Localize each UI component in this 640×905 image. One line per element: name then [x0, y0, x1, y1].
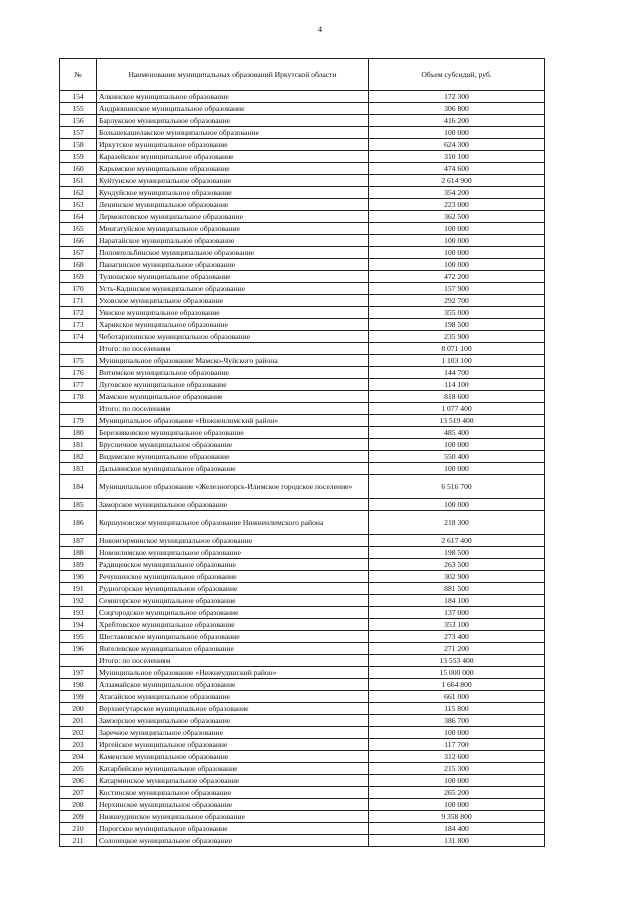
row-municipality-name: Замзорское муниципальное образование [97, 715, 369, 727]
row-municipality-name: Соцгородское муниципальное образование [97, 607, 369, 619]
row-municipality-name: Костинское муниципальное образование [97, 787, 369, 799]
row-subsidy-amount: 100 000 [369, 499, 545, 511]
row-subsidy-amount: 100 000 [369, 463, 545, 475]
row-number: 188 [60, 547, 97, 559]
table-row [60, 451, 545, 463]
row-municipality-name: Муниципальное образование Мамско-Чуйского района [97, 355, 369, 367]
header-subsidy-amount: Объем субсидий, руб. [369, 59, 545, 91]
row-number: 176 [60, 367, 97, 379]
row-number: 163 [60, 199, 97, 211]
row-subsidy-amount: 100 000 [369, 439, 545, 451]
row-subsidy-amount: 2 614 900 [369, 175, 545, 187]
row-municipality-name: Муниципальное образование «Нижнеудинский район» [97, 667, 369, 679]
row-municipality-name: Луговское муниципальное образование [97, 379, 369, 391]
table-row [60, 739, 545, 751]
row-number: 159 [60, 151, 97, 163]
row-municipality-name: Андрюшинское муниципальное образование [97, 103, 369, 115]
row-municipality-name: Карымское муниципальное образование [97, 163, 369, 175]
table-row [60, 427, 545, 439]
row-subsidy-amount: 13 519 400 [369, 415, 545, 427]
row-municipality-name: Нерхинское муниципальное образование [97, 799, 369, 811]
table-row [60, 655, 545, 667]
table-row [60, 355, 545, 367]
table-row [60, 103, 545, 115]
row-subsidy-amount: 265 200 [369, 787, 545, 799]
table-row [60, 211, 545, 223]
row-number: 190 [60, 571, 97, 583]
table-row [60, 475, 545, 499]
row-municipality-name: Хребтовское муниципальное образование [97, 619, 369, 631]
row-subsidy-amount: 115 800 [369, 703, 545, 715]
table-row [60, 247, 545, 259]
table-row [60, 367, 545, 379]
table-row [60, 139, 545, 151]
row-municipality-name: Итого: по поселениям [97, 655, 369, 667]
row-municipality-name: Муниципальное образование «Железногорск-Илимское городское поселение» [97, 475, 369, 499]
table-row [60, 271, 545, 283]
table-header-row [60, 59, 545, 91]
row-subsidy-amount: 2 617 400 [369, 535, 545, 547]
table-row [60, 667, 545, 679]
row-municipality-name: Каразейское муниципальное образование [97, 151, 369, 163]
table-row [60, 835, 545, 847]
row-subsidy-amount: 100 000 [369, 247, 545, 259]
table-row [60, 259, 545, 271]
table-row [60, 331, 545, 343]
row-municipality-name: Витимское муниципальное образование [97, 367, 369, 379]
row-municipality-name: Усть-Кадинское муниципальное образование [97, 283, 369, 295]
row-number: 199 [60, 691, 97, 703]
row-municipality-name: Радищевское муниципальное образование [97, 559, 369, 571]
row-municipality-name: Рудногорское муниципальное образование [97, 583, 369, 595]
row-municipality-name: Катарбейское муниципальное образование [97, 763, 369, 775]
table-row [60, 511, 545, 535]
row-number: 200 [60, 703, 97, 715]
table-row [60, 403, 545, 415]
row-subsidy-amount: 131 800 [369, 835, 545, 847]
row-subsidy-amount: 1 077 400 [369, 403, 545, 415]
table-row [60, 679, 545, 691]
row-municipality-name: Брусничное муниципальное образование [97, 439, 369, 451]
row-number: 196 [60, 643, 97, 655]
table-row [60, 727, 545, 739]
row-municipality-name: Харикское муниципальное образование [97, 319, 369, 331]
row-number: 198 [60, 679, 97, 691]
row-number: 208 [60, 799, 97, 811]
table-row [60, 463, 545, 475]
row-municipality-name: Верхнегутарское муниципальное образование [97, 703, 369, 715]
row-municipality-name: Лермонтовское муниципальное образование [97, 211, 369, 223]
row-municipality-name: Речушинское муниципальное образование [97, 571, 369, 583]
row-number: 194 [60, 619, 97, 631]
row-subsidy-amount: 310 100 [369, 151, 545, 163]
table-row [60, 619, 545, 631]
row-municipality-name: Новоилимское муниципальное образование [97, 547, 369, 559]
table-body [60, 91, 545, 847]
row-number: 174 [60, 331, 97, 343]
row-number: 156 [60, 115, 97, 127]
row-municipality-name: Атагайское муниципальное образование [97, 691, 369, 703]
table-row [60, 439, 545, 451]
row-subsidy-amount: 114 100 [369, 379, 545, 391]
row-subsidy-amount: 157 900 [369, 283, 545, 295]
row-number: 173 [60, 319, 97, 331]
row-number: 204 [60, 751, 97, 763]
row-subsidy-amount: 184 100 [369, 595, 545, 607]
row-subsidy-amount: 215 300 [369, 763, 545, 775]
row-municipality-name: Дальнинское муниципальное образование [97, 463, 369, 475]
table-row [60, 187, 545, 199]
row-municipality-name: Семигорское муниципальное образование [97, 595, 369, 607]
row-municipality-name: Итого: по поселениям [97, 343, 369, 355]
row-subsidy-amount: 1 103 100 [369, 355, 545, 367]
row-number: 187 [60, 535, 97, 547]
row-number: 191 [60, 583, 97, 595]
row-number: 202 [60, 727, 97, 739]
row-number: 209 [60, 811, 97, 823]
row-municipality-name: Итого: по поселениям [97, 403, 369, 415]
table-row [60, 415, 545, 427]
row-subsidy-amount: 661 000 [369, 691, 545, 703]
row-subsidy-amount: 306 800 [369, 103, 545, 115]
row-number: 184 [60, 475, 97, 499]
row-number: 172 [60, 307, 97, 319]
row-municipality-name: Тулюшское муниципальное образование [97, 271, 369, 283]
table-row [60, 823, 545, 835]
table-row [60, 391, 545, 403]
row-municipality-name: Солонецкое муниципальное образование [97, 835, 369, 847]
row-municipality-name: Заморское муниципальное образование [97, 499, 369, 511]
table-row [60, 691, 545, 703]
row-municipality-name: Коршуновское муниципальное образование Нижнеилимского района [97, 511, 369, 535]
row-number: 160 [60, 163, 97, 175]
row-subsidy-amount: 273 400 [369, 631, 545, 643]
row-number: 178 [60, 391, 97, 403]
row-municipality-name: Иргейское муниципальное образование [97, 739, 369, 751]
table-row [60, 127, 545, 139]
header-municipality-name: Наименование муниципальных образований Иркутской области [97, 59, 369, 91]
row-municipality-name: Большекашелакское муниципальное образование [97, 127, 369, 139]
table-row [60, 763, 545, 775]
table-row [60, 91, 545, 103]
row-number: 180 [60, 427, 97, 439]
row-subsidy-amount: 263 500 [369, 559, 545, 571]
row-municipality-name: Березняковское муниципальное образование [97, 427, 369, 439]
row-number: 175 [60, 355, 97, 367]
row-number: 183 [60, 463, 97, 475]
table-row [60, 703, 545, 715]
row-municipality-name: Нижнеудинское муниципальное образование [97, 811, 369, 823]
row-subsidy-amount: 13 553 400 [369, 655, 545, 667]
row-subsidy-amount: 292 700 [369, 295, 545, 307]
row-number: 177 [60, 379, 97, 391]
table-row [60, 715, 545, 727]
row-number: 158 [60, 139, 97, 151]
row-number: 167 [60, 247, 97, 259]
row-municipality-name: Поповтельбинское муниципальное образование [97, 247, 369, 259]
row-subsidy-amount: 15 000 000 [369, 667, 545, 679]
row-subsidy-amount: 198 500 [369, 319, 545, 331]
row-subsidy-amount: 354 200 [369, 187, 545, 199]
row-number: 168 [60, 259, 97, 271]
row-subsidy-amount: 223 000 [369, 199, 545, 211]
row-number: 161 [60, 175, 97, 187]
row-municipality-name: Барлукское муниципальное образование [97, 115, 369, 127]
row-municipality-name: Янгелевское муниципальное образование [97, 643, 369, 655]
row-subsidy-amount: 1 664 800 [369, 679, 545, 691]
table-row [60, 295, 545, 307]
row-subsidy-amount: 474 600 [369, 163, 545, 175]
row-subsidy-amount: 818 600 [369, 391, 545, 403]
table-row [60, 235, 545, 247]
row-municipality-name: Порогское муниципальное образование [97, 823, 369, 835]
row-number: 186 [60, 511, 97, 535]
row-municipality-name: Заречное муниципальное образование [97, 727, 369, 739]
row-number: 210 [60, 823, 97, 835]
row-subsidy-amount: 624 300 [369, 139, 545, 151]
row-subsidy-amount: 881 500 [369, 583, 545, 595]
row-subsidy-amount: 100 000 [369, 259, 545, 271]
row-number: 157 [60, 127, 97, 139]
row-subsidy-amount: 117 700 [369, 739, 545, 751]
row-number: 201 [60, 715, 97, 727]
table-row [60, 571, 545, 583]
row-subsidy-amount: 100 000 [369, 223, 545, 235]
row-subsidy-amount: 137 000 [369, 607, 545, 619]
row-subsidy-amount: 302 900 [369, 571, 545, 583]
table-row [60, 343, 545, 355]
row-number [60, 655, 97, 667]
table-row [60, 199, 545, 211]
row-subsidy-amount: 550 400 [369, 451, 545, 463]
row-number: 211 [60, 835, 97, 847]
row-number: 189 [60, 559, 97, 571]
row-municipality-name: Уянское муниципальное образование [97, 307, 369, 319]
table-row [60, 775, 545, 787]
table-row [60, 811, 545, 823]
row-number: 181 [60, 439, 97, 451]
row-subsidy-amount: 386 700 [369, 715, 545, 727]
row-number: 197 [60, 667, 97, 679]
row-number: 166 [60, 235, 97, 247]
row-municipality-name: Уховское муниципальное образование [97, 295, 369, 307]
row-number: 169 [60, 271, 97, 283]
row-number: 162 [60, 187, 97, 199]
table-row [60, 751, 545, 763]
row-subsidy-amount: 472 200 [369, 271, 545, 283]
table-row [60, 175, 545, 187]
table-row [60, 151, 545, 163]
row-subsidy-amount: 271 200 [369, 643, 545, 655]
table-row [60, 607, 545, 619]
table-row [60, 643, 545, 655]
page-number: 4 [318, 25, 322, 34]
header-number: № [60, 59, 97, 91]
table-row [60, 631, 545, 643]
row-subsidy-amount: 416 200 [369, 115, 545, 127]
table-row [60, 307, 545, 319]
row-subsidy-amount: 172 300 [369, 91, 545, 103]
row-number [60, 403, 97, 415]
row-subsidy-amount: 100 000 [369, 775, 545, 787]
row-number: 206 [60, 775, 97, 787]
row-subsidy-amount: 100 000 [369, 127, 545, 139]
row-number: 170 [60, 283, 97, 295]
table-row [60, 319, 545, 331]
table-row [60, 787, 545, 799]
row-municipality-name: Иркутское муниципальное образование [97, 139, 369, 151]
table-row [60, 283, 545, 295]
row-municipality-name: Видимское муниципальное образование [97, 451, 369, 463]
row-municipality-name: Шестаковское муниципальное образование [97, 631, 369, 643]
row-subsidy-amount: 362 500 [369, 211, 545, 223]
table-row [60, 499, 545, 511]
row-subsidy-amount: 218 300 [369, 511, 545, 535]
row-number: 203 [60, 739, 97, 751]
row-municipality-name: Чеботарихинское муниципальное образование [97, 331, 369, 343]
row-subsidy-amount: 198 500 [369, 547, 545, 559]
row-number: 185 [60, 499, 97, 511]
row-subsidy-amount: 355 000 [369, 307, 545, 319]
row-subsidy-amount: 184 400 [369, 823, 545, 835]
row-number: 164 [60, 211, 97, 223]
row-municipality-name: Мингатуйское муниципальное образование [97, 223, 369, 235]
row-number [60, 343, 97, 355]
row-number: 193 [60, 607, 97, 619]
row-number: 165 [60, 223, 97, 235]
row-municipality-name: Наратайское муниципальное образование [97, 235, 369, 247]
row-subsidy-amount: 485 400 [369, 427, 545, 439]
row-subsidy-amount: 100 000 [369, 235, 545, 247]
table-row [60, 559, 545, 571]
row-municipality-name: Новоигирминское муниципальное образование [97, 535, 369, 547]
row-subsidy-amount: 8 071 100 [369, 343, 545, 355]
row-municipality-name: Панагинское муниципальное образование [97, 259, 369, 271]
row-subsidy-amount: 235 900 [369, 331, 545, 343]
row-municipality-name: Катарминское муниципальное образование [97, 775, 369, 787]
row-municipality-name: Каменское муниципальное образование [97, 751, 369, 763]
row-municipality-name: Алзамайское муниципальное образование [97, 679, 369, 691]
table-row [60, 535, 545, 547]
row-municipality-name: Мамское муниципальное образование [97, 391, 369, 403]
row-number: 155 [60, 103, 97, 115]
table-row [60, 547, 545, 559]
row-subsidy-amount: 312 600 [369, 751, 545, 763]
subsidies-table [59, 58, 545, 847]
row-subsidy-amount: 100 000 [369, 727, 545, 739]
table-row [60, 799, 545, 811]
table-row [60, 115, 545, 127]
table-row [60, 223, 545, 235]
row-number: 207 [60, 787, 97, 799]
row-number: 154 [60, 91, 97, 103]
row-number: 205 [60, 763, 97, 775]
row-subsidy-amount: 353 100 [369, 619, 545, 631]
row-municipality-name: Ленинское муниципальное образование [97, 199, 369, 211]
row-subsidy-amount: 6 516 700 [369, 475, 545, 499]
row-municipality-name: Алкинское муниципальное образование [97, 91, 369, 103]
row-subsidy-amount: 144 700 [369, 367, 545, 379]
table-row [60, 379, 545, 391]
row-number: 171 [60, 295, 97, 307]
row-number: 192 [60, 595, 97, 607]
row-subsidy-amount: 9 358 800 [369, 811, 545, 823]
row-municipality-name: Кундуйское муниципальное образование [97, 187, 369, 199]
row-subsidy-amount: 100 000 [369, 799, 545, 811]
row-number: 195 [60, 631, 97, 643]
table-row [60, 583, 545, 595]
table-row [60, 163, 545, 175]
row-municipality-name: Куйтунское муниципальное образование [97, 175, 369, 187]
table-row [60, 595, 545, 607]
row-number: 182 [60, 451, 97, 463]
row-municipality-name: Муниципальное образование «Нижнеилимский район» [97, 415, 369, 427]
row-number: 179 [60, 415, 97, 427]
